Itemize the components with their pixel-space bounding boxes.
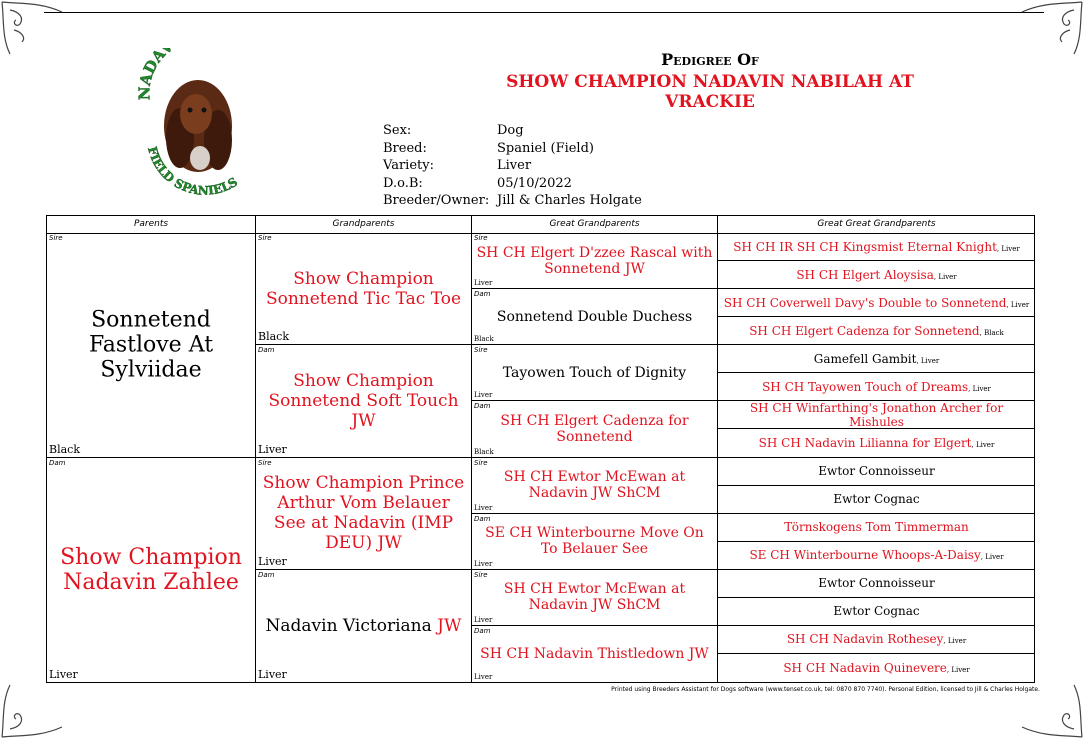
dog-name-text: SH CH Coverwell Davy's Double to Sonnetend [723,295,1007,310]
dog-name-text: Gamefell Gambit [813,351,917,366]
great-great-grandparents-column [718,216,1035,682]
dog-name [718,352,1035,366]
info-row-dob: D.o.B: 05/10/2022 [383,175,572,191]
relation-label: Sire [258,458,272,467]
great-great-grandparents-cell [718,458,1035,486]
colour-label: Liver [474,503,493,512]
great-great-grandparents-cell [718,261,1035,289]
dog-name-text: SH CH Ewtor McEwan at Nadavin JW ShCM [503,581,686,614]
dog-name-text: Show Champion Sonnetend Soft Touch JW [268,370,459,431]
great-great-grandparents-cell [718,514,1035,542]
grandparents-cell [256,570,471,682]
great-great-grandparents-cell [718,373,1035,401]
relation-label: Dam [258,570,275,579]
relation-label: Sire [474,458,488,467]
great-grandparents-cell [472,345,717,401]
great-grandparents-cell [472,233,717,289]
colour-label: Black [474,447,494,456]
corner-ornament-bottom-left [0,681,66,739]
great-great-grandparents-cell [718,233,1035,261]
info-row-sex: Sex: Dog [383,123,524,138]
great-grandparents-cell [472,626,717,682]
dog-name-text: SH CH Elgert Cadenza for Sonnetend [749,323,980,338]
pedigree-of-heading: Pedigree Of [661,50,759,69]
colour-label: Liver [474,559,493,568]
colour-label: , Liver [916,356,940,365]
colour-label: , Liver [996,244,1020,253]
great-grandparents-cell [472,289,717,345]
column-header-great-great-grandparents: Great Great Grandparents [718,216,1035,234]
dog-name-text: SH CH IR SH CH Kingsmist Eternal Knight [733,239,997,254]
dog-name-text: Ewtor Cognac [833,604,920,619]
great-grandparents-cell [472,514,717,570]
colour-label: Liver [474,673,493,681]
relation-label: Dam [474,626,491,635]
great-grandparents-cell [472,570,717,626]
great-great-grandparents-cell [718,626,1035,654]
great-great-grandparents-cell [718,345,1035,373]
great-great-grandparents-cell [718,570,1035,598]
dog-name [718,632,1035,646]
column-header-parents: Parents [47,216,255,234]
dog-name-text: SE CH Winterbourne Move On To Belauer See [485,525,704,558]
dog-name-text: SH CH Tayowen Touch of Dreams [762,379,969,394]
dog-name [472,309,717,325]
dog-name [718,604,1035,618]
colour-value: Liver [951,665,970,674]
colour-label: Liver [474,279,493,288]
relation-label: Sire [49,234,63,242]
dog-name-text: SE CH Winterbourne Whoops-A-Daisy [749,548,981,563]
dog-name-text: Show Champion Sonnetend Tic Tac Toe [265,268,462,309]
dog-name-text: Show Champion Nadavin Zahlee [60,544,242,595]
dog-name [472,646,717,662]
dog-name-text: Ewtor Cognac [833,492,920,507]
relation-label: Dam [474,402,491,411]
dog-name-text: SH CH Nadavin Rothesey [786,632,944,647]
colour-value: Liver [938,272,957,281]
colour-label: , Liver [980,553,1004,562]
colour-label: Liver [258,554,287,568]
great-great-grandparents-cell [718,429,1035,457]
dog-name-text: Tayowen Touch of Dignity [502,364,687,381]
dog-name [718,464,1035,478]
dog-name-text: Sonnetend Fastlove At Sylviidae [88,307,214,383]
great-great-grandparents-cell [718,486,1035,514]
great-great-grandparents-cell [718,289,1035,317]
dog-name-text: SH CH Elgert Aloysisa [796,267,934,282]
dog-name [47,545,255,595]
info-row-variety: Variety: Liver [383,158,532,173]
dog-name-text: SH CH Nadavin Thistledown JW [480,645,709,662]
dog-name [718,324,1035,338]
dog-name-title: SHOW CHAMPION NADAVIN NABILAH AT VRACKIE [506,72,914,112]
relation-label: Dam [258,346,275,355]
dog-name [718,520,1035,534]
colour-value: Liver [975,440,995,449]
grandparents-cell [256,345,471,457]
dog-name-text: Ewtor Connoisseur [818,576,935,591]
grandparents-cell [256,458,471,570]
colour-value: Liver [947,637,967,646]
dog-name [472,365,717,381]
kennel-logo [130,48,270,208]
dog-name [472,581,717,613]
colour-value: Liver [1010,300,1030,309]
corner-ornament-top-left [0,0,66,58]
info-row-breed: Breed: Spaniel (Field) [383,140,594,156]
colour-value: Liver [920,356,940,365]
colour-label: Black [258,330,289,344]
grandparents-cell [256,233,471,345]
grandparents-column [256,216,472,682]
dog-name [256,371,471,431]
dog-name [718,576,1035,590]
dog-info [383,122,642,210]
great-great-grandparents-cell [718,654,1035,682]
info-row-breeder: Breeder/Owner: Jill & Charles Holgate [383,193,642,208]
dog-name [718,548,1035,562]
colour-label: , Liver [971,440,995,449]
footer-note: Printed using Breeders Assistant for Dogs software (www.tenset.co.uk, tel: 0870 870 7740). Personal Edition, licensed to Jill & Charles Holgate. [611,686,1040,693]
dog-name-text: SH CH Nadavin Lilianna for Elgert [758,435,972,450]
dog-name-text: SH CH Ewtor McEwan at Nadavin JW ShCM [503,469,686,502]
dog-name-text: SH CH Nadavin Quinevere [783,660,947,675]
great-great-grandparents-cell [718,542,1035,570]
great-grandparents-cell [472,401,717,457]
great-grandparents-column [472,216,718,682]
great-great-grandparents-cell [718,598,1035,626]
relation-label: Dam [474,290,491,299]
column-header-grandparents: Grandparents [256,216,471,234]
colour-label: Liver [49,668,78,681]
dog-name [472,525,717,557]
colour-label: Liver [258,668,287,681]
colour-value: Liver [972,384,991,393]
dog-name [718,240,1035,254]
column-header-great-grandparents: Great Grandparents [472,216,717,234]
parents-cell [47,458,255,683]
great-great-grandparents-cell [718,401,1035,429]
dog-name-text: SH CH Elgert Cadenza for Sonnetend [500,412,689,445]
colour-label: , Liver [946,665,970,674]
dog-name [718,661,1035,675]
logo-bottom-text: FIELD SPANIELS [144,145,241,198]
dog-name-text: Ewtor Connoisseur [818,464,935,479]
colour-label: , Liver [943,637,967,646]
dog-name [256,616,471,636]
relation-label: Dam [474,514,491,523]
dog-name [718,296,1035,310]
relation-label: Sire [474,234,488,242]
relation-label: Dam [49,458,66,467]
great-grandparents-cell [472,458,717,514]
dog-name [472,245,717,277]
dog-name [472,413,717,445]
dog-name [718,268,1035,282]
logo-top-text: NADA [135,48,169,101]
dog-name [718,380,1035,394]
parents-cell [47,233,255,458]
corner-ornament-top-right [1018,0,1084,58]
colour-label: Black [474,335,494,344]
colour-label: , Liver [968,384,991,393]
relation-label: Sire [474,570,488,579]
dog-name-text: SH CH Winfarthing's Jonathon Archer for Mishules [749,400,1004,429]
dog-name-text: Törnskogens Tom Timmerman [784,520,969,535]
dog-name [256,269,471,309]
colour-value: Liver [985,553,1004,562]
colour-label: , Liver [933,272,957,281]
colour-label: Liver [474,615,493,624]
pedigree-table [46,215,1035,683]
colour-label: Black [49,442,80,456]
dog-name-text: Show Champion Prince Arthur Vom Belauer See at Nadavin (IMP DEU) JW [262,473,465,554]
great-great-grandparents-cell [718,317,1035,345]
parents-column [47,216,256,682]
dog-name [256,473,471,553]
dog-name-text: Nadavin Victoriana [265,615,432,636]
dog-name [47,307,255,382]
colour-label: Liver [474,391,493,400]
relation-label: Sire [258,234,272,242]
dog-name [718,401,1035,429]
colour-value: Liver [1001,244,1020,253]
title-suffix: JW [431,615,462,636]
colour-label: Liver [258,442,287,456]
dog-name [718,492,1035,506]
dog-name [718,436,1035,450]
colour-label: , Black [979,328,1004,337]
relation-label: Sire [474,346,488,355]
dog-name [472,469,717,501]
dog-name-text: SH CH Elgert D'zzee Rascal with Sonnetend JW [476,244,713,277]
colour-label: , Liver [1006,300,1030,309]
dog-name-text: Sonnetend Double Duchess [496,308,693,325]
colour-value: Black [984,328,1004,337]
